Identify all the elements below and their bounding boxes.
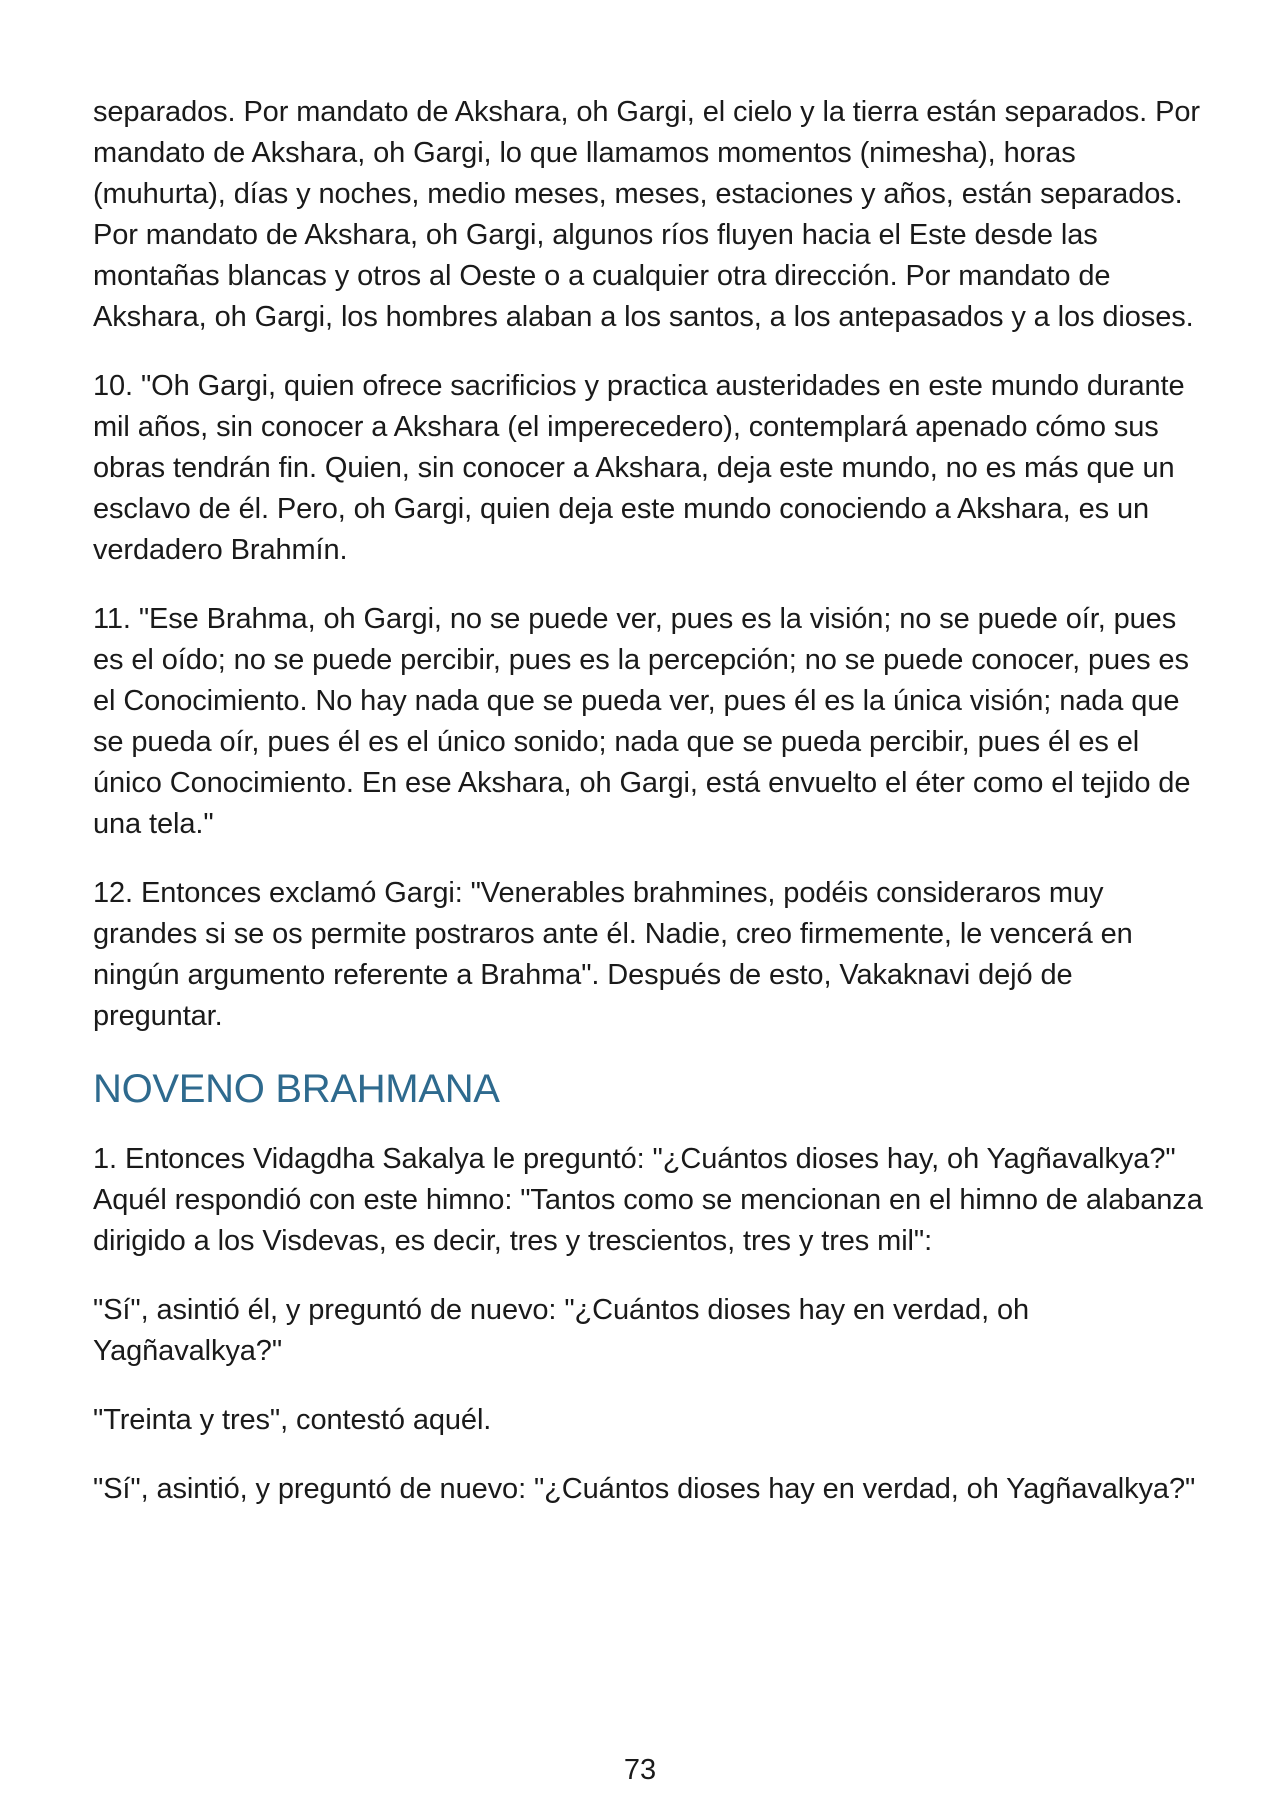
paragraph-verse-12: 12. Entonces exclamó Gargi: "Venerables brahmines, podéis consideraros muy grandes si se os permite postraros ante él. Nadie, creo firmemente, le vencerá en ningún argumento referente a Brahma". Después de esto, Vakaknavi dejó de preguntar.	[93, 877, 1133, 1032]
paragraph-dialogue-1: "Sí", asintió él, y preguntó de nuevo: "¿Cuántos dioses hay en verdad, oh Yagñavalkya?"	[93, 1294, 1030, 1367]
page-body	[93, 92, 1203, 1538]
paragraph-verse-11: 11. "Ese Brahma, oh Gargi, no se puede ver, pues es la visión; no se puede oír, pues es el oído; no se puede percibir, pues es la percepción; no se puede conocer, pues es el Conocimiento. No hay nada que se pueda ver, pues él es la única visión; nada que se pueda oír, pues él es el único sonido; nada que se pueda percibir, pues él es el único Conocimiento. En ese Akshara, oh Gargi, está envuelto el éter como el tejido de una tela."	[93, 603, 1191, 840]
page-number: 73	[623, 1754, 657, 1786]
paragraph-dialogue-3: "Sí", asintió, y preguntó de nuevo: "¿Cuántos dioses hay en verdad, oh Yagñavalkya?"	[93, 1473, 1196, 1505]
section-heading: NOVENO BRAHMANA	[93, 1067, 500, 1111]
paragraph-dialogue-2: "Treinta y tres", contestó aquél.	[93, 1404, 492, 1436]
paragraph-continuation: separados. Por mandato de Akshara, oh Gargi, el cielo y la tierra están separados. Por mandato de Akshara, oh Gargi, lo que llamamos momentos (nimesha), horas (muhurta), días y noches, medio meses, meses, estaciones y años, están separados. Por mandato de Akshara, oh Gargi, algunos ríos fluyen hacia el Este desde las montañas blancas y otros al Oeste o a cualquier otra dirección. Por mandato de Akshara, oh Gargi, los hombres alaban a los santos, a los antepasados y a los dioses.	[93, 96, 1200, 333]
paragraph-verse-1: 1. Entonces Vidagdha Sakalya le preguntó: "¿Cuántos dioses hay, oh Yagñavalkya?" Aquél respondió con este himno: "Tantos como se mencionan en el himno de alabanza dirigido a los Visdevas, es decir, tres y trescientos, tres y tres mil":	[93, 1143, 1203, 1257]
paragraph-verse-10: 10. "Oh Gargi, quien ofrece sacrificios y practica austeridades en este mundo durante mil años, sin conocer a Akshara (el imperecedero), contemplará apenado cómo sus obras tendrán fin. Quien, sin conocer a Akshara, deja este mundo, no es más que un esclavo de él. Pero, oh Gargi, quien deja este mundo conociendo a Akshara, es un verdadero Brahmín.	[93, 370, 1185, 566]
